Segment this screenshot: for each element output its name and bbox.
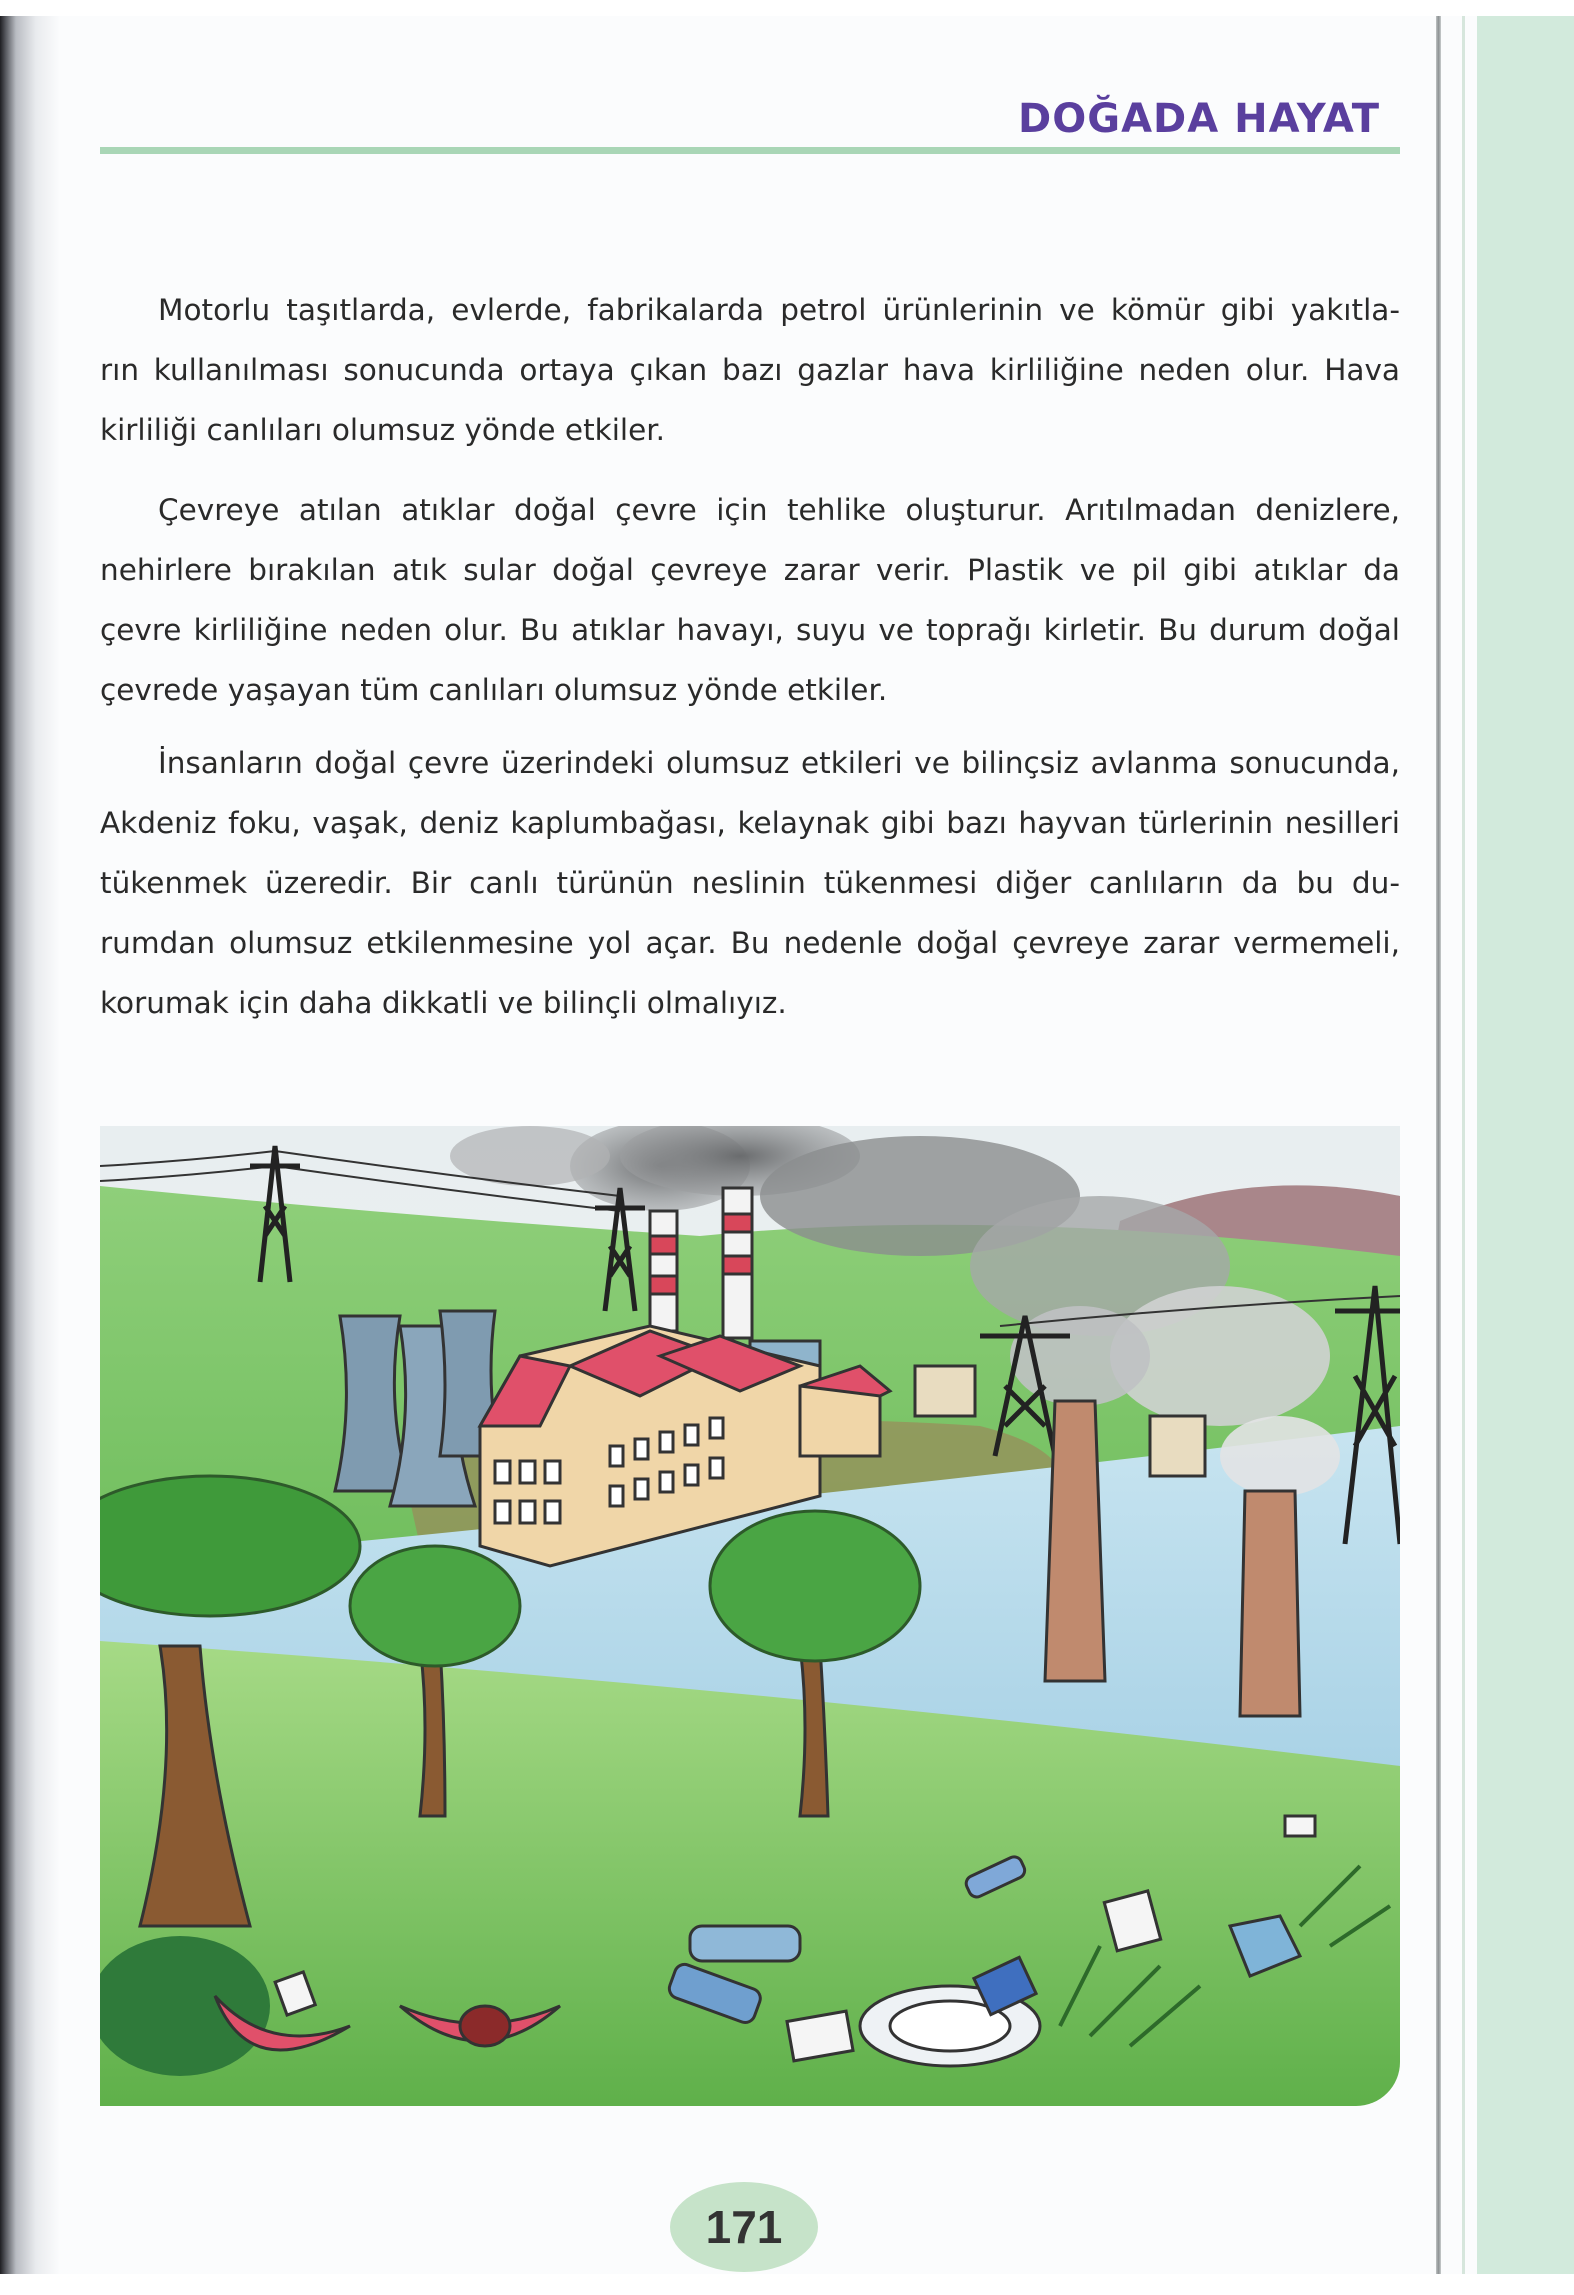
text-line: Çevreye atılan atıklar doğal çevre için tehlike oluşturur. Arıtılmadan denizlere, xyxy=(158,493,1400,527)
text-line: rın kullanılması sonucunda ortaya çıkan bazı gazlar hava kirliliğine neden olur. Hava xyxy=(100,353,1400,387)
text-line: tükenmek üzeredir. Bir canlı türünün neslinin tükenmesi diğer canlıların da bu du- xyxy=(100,866,1400,900)
page-number: 171 xyxy=(670,2182,818,2272)
paragraph-1 xyxy=(100,280,1400,460)
page-edge-line xyxy=(1462,16,1465,2274)
text-line: İnsanların doğal çevre üzerindeki olumsuz etkileri ve bilinçsiz avlanma sonucunda, xyxy=(158,746,1400,780)
text-line: Akdeniz foku, vaşak, deniz kaplumbağası, kelaynak gibi bazı hayvan türlerinin nesilleri xyxy=(100,806,1400,840)
header-divider xyxy=(100,147,1400,154)
paragraph-3 xyxy=(100,733,1400,1033)
side-color-strip xyxy=(1477,16,1574,2274)
text-line: nehirlere bırakılan atık sular doğal çevreye zarar verir. Plastik ve pil gibi atıklar da xyxy=(100,553,1400,587)
text-line: çevrede yaşayan tüm canlıları olumsuz yönde etkiler. xyxy=(100,673,888,707)
text-line: korumak için daha dikkatli ve bilinçli olmalıyız. xyxy=(100,986,787,1020)
chapter-title: DOĞADA HAYAT xyxy=(1018,96,1380,142)
book-spine-shadow xyxy=(0,16,60,2274)
paragraph-2 xyxy=(100,480,1400,720)
page-edge-line xyxy=(1436,16,1441,2274)
pollution-illustration xyxy=(100,1126,1400,2106)
text-line: çevre kirliliğine neden olur. Bu atıklar havayı, suyu ve toprağı kirletir. Bu durum doğal xyxy=(100,613,1400,647)
text-line: kirliliği canlıları olumsuz yönde etkiler. xyxy=(100,413,666,447)
text-line: rumdan olumsuz etkilenmesine yol açar. Bu nedenle doğal çevreye zarar vermemeli, xyxy=(100,926,1400,960)
text-line: Motorlu taşıtlarda, evlerde, fabrikalarda petrol ürünlerinin ve kömür gibi yakıtla- xyxy=(158,293,1400,327)
